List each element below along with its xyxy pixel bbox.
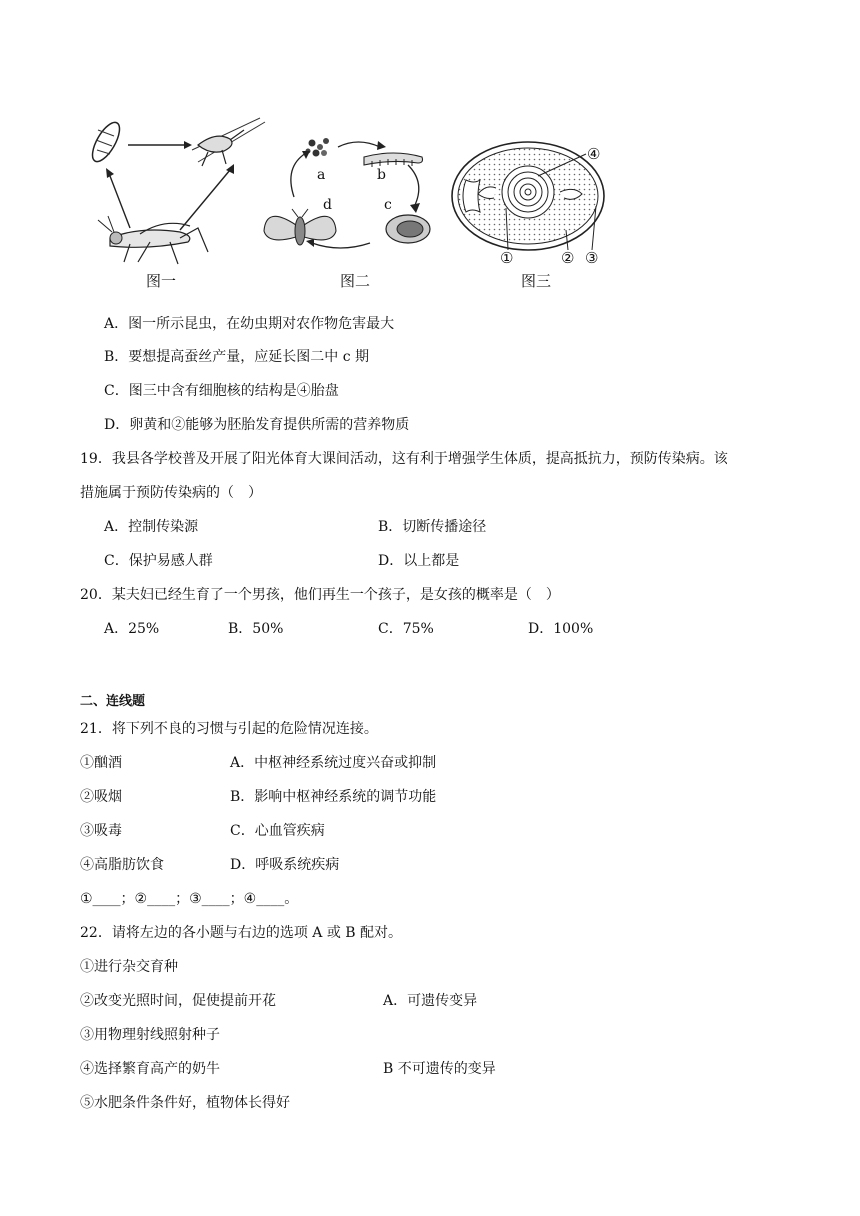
q21-right-b: B．影响中枢神经系统的调节功能 xyxy=(230,789,437,805)
q19-stem-line1: 19．我县各学校普及开展了阳光体育大课间活动，这有利于增强学生体质，提高抵抗力，预防传染病。该 xyxy=(80,451,728,467)
q19-option-b: B．切断传播途径 xyxy=(378,519,487,535)
figure-2-caption: 图二 xyxy=(340,272,371,290)
figure-2-label-c: c xyxy=(384,197,392,213)
figure-3-label-1: ① xyxy=(500,249,514,267)
q18-option-c: C．图三中含有细胞核的结构是④胎盘 xyxy=(104,383,339,399)
figure-3-label-4: ④ xyxy=(587,145,601,163)
q21-answer-line: ①____；②____；③____；④____。 xyxy=(80,891,299,907)
figure-1-caption: 图一 xyxy=(146,272,177,290)
figure-3-label-3: ③ xyxy=(585,249,599,267)
q20-option-d: D．100% xyxy=(528,621,594,637)
q19-option-c: C．保护易感人群 xyxy=(104,553,213,569)
q19-option-a: A．控制传染源 xyxy=(104,519,199,535)
q21-stem: 21．将下列不良的习惯与引起的危险情况连接。 xyxy=(80,721,378,737)
q22-left-3: ③用物理射线照射种子 xyxy=(80,1027,220,1043)
figure-3-caption: 图三 xyxy=(521,272,552,290)
q19-option-d: D．以上都是 xyxy=(378,553,460,569)
q22-right-a: A．可遗传变异 xyxy=(383,993,478,1009)
q20-option-b: B．50% xyxy=(228,621,284,637)
q21-right-c: C．心血管疾病 xyxy=(230,823,325,839)
larva-icon xyxy=(364,153,423,167)
nymph-icon xyxy=(192,118,265,166)
q19-stem-line2: 措施属于预防传染病的（ ） xyxy=(80,485,262,501)
q21-right-d: D．呼吸系统疾病 xyxy=(230,857,340,873)
q22-left-4: ④选择繁育高产的奶牛 xyxy=(80,1061,220,1077)
figure-2-label-d: d xyxy=(323,197,332,213)
q21-right-a: A．中枢神经系统过度兴奋或抑制 xyxy=(230,755,437,771)
moth-icon xyxy=(264,209,336,245)
q18-option-d: D．卵黄和②能够为胚胎发育提供所需的营养物质 xyxy=(104,417,410,433)
adult-grasshopper-icon xyxy=(98,216,208,264)
cocoon-icon xyxy=(386,215,430,243)
figure-2-label-a: a xyxy=(317,167,326,183)
q18-option-a: A．图一所示昆虫，在幼虫期对农作物危害最大 xyxy=(104,316,395,332)
q22-left-5: ⑤水肥条件条件好，植物体长得好 xyxy=(80,1095,290,1111)
q22-right-b: B 不可遗传的变异 xyxy=(383,1061,496,1077)
figure-1-grasshopper xyxy=(80,110,280,280)
q21-left-4: ④高脂肪饮食 xyxy=(80,857,164,873)
egg-icon xyxy=(87,118,125,165)
q18-option-b: B．要想提高蚕丝产量，应延长图二中 c 期 xyxy=(104,349,370,365)
figure-2-label-b: b xyxy=(377,167,386,183)
figure-2-silkworm xyxy=(260,135,440,265)
q20-option-c: C．75% xyxy=(378,621,434,637)
q22-stem: 22．请将左边的各小题与右边的选项 A 或 B 配对。 xyxy=(80,925,403,941)
q22-left-1: ①进行杂交育种 xyxy=(80,959,178,975)
figure-3-label-2: ② xyxy=(561,249,575,267)
section-2-title: 二、连线题 xyxy=(80,694,146,709)
eggs-icon xyxy=(306,138,330,157)
q21-left-1: ①酗酒 xyxy=(80,755,122,771)
q20-option-a: A．25% xyxy=(104,621,160,637)
q20-stem: 20．某夫妇已经生育了一个男孩，他们再生一个孩子，是女孩的概率是（ ） xyxy=(80,587,560,603)
q21-left-2: ②吸烟 xyxy=(80,789,122,805)
q21-left-3: ③吸毒 xyxy=(80,823,122,839)
q22-left-2: ②改变光照时间，促使提前开花 xyxy=(80,993,276,1009)
